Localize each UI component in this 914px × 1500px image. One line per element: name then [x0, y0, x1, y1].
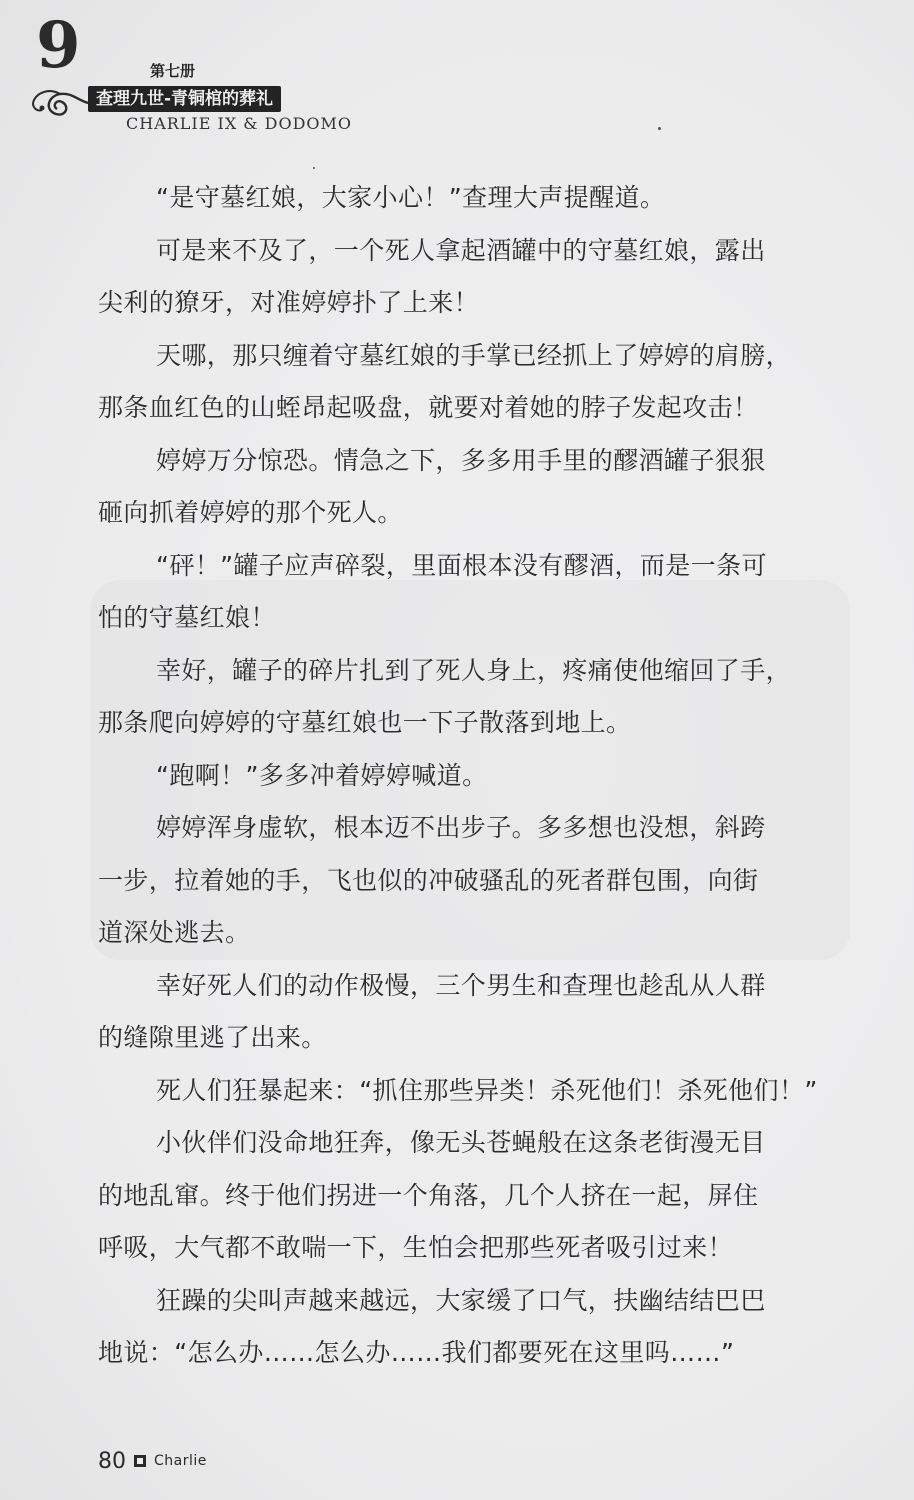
text-line: 婷婷浑身虚软，根本迈不出步子。多多想也没想，斜跨 [156, 813, 766, 842]
text-line: 狂躁的尖叫声越来越远，大家缓了口气，扶幽结结巴巴 [156, 1285, 766, 1315]
text-line: 天哪，那只缠着守墓红娘的手掌已经抓上了婷婷的肩膀， [156, 340, 792, 370]
text-line: 地说：“怎么办……怎么办……我们都要死在这里吗……” [98, 1338, 735, 1367]
page-footer [98, 1446, 207, 1476]
text-line: “是守墓红娘，大家小心！”查理大声提醒道。 [156, 183, 666, 212]
text-line: 怕的守墓红娘！ [98, 603, 276, 632]
volume-label: 第七册 [150, 62, 196, 80]
book-title-banner: 查理九世-青铜棺的葬礼 [88, 86, 281, 112]
text-line: 婷婷万分惊恐。情急之下，多多用手里的醪酒罐子狠狠 [156, 445, 766, 475]
text-line: 一步，拉着她的手，飞也似的冲破骚乱的死者群包围，向街 [98, 865, 759, 895]
text-line: “砰！”罐子应声碎裂，里面根本没有醪酒，而是一条可 [156, 550, 767, 580]
text-line: 道深处逃去。 [98, 918, 251, 947]
text-line: 可是来不及了，一个死人拿起酒罐中的守墓红娘，露出 [156, 235, 766, 265]
text-line: 小伙伴们没命地狂奔，像无头苍蝇般在这条老街漫无目 [156, 1128, 766, 1157]
text-line: 呼吸，大气都不敢喘一下，生怕会把那些死者吸引过来！ [98, 1233, 734, 1262]
text-line: 死人们狂暴起来：“抓住那些异类！杀死他们！杀死他们！” [156, 1075, 818, 1105]
text-line: 尖利的獠牙，对准婷婷扑了上来！ [98, 288, 480, 317]
text-line: 的地乱窜。终于他们拐进一个角落，几个人挤在一起，屏住 [98, 1180, 759, 1210]
text-line: 那条爬向婷婷的守墓红娘也一下子散落到地上。 [98, 708, 632, 737]
text-line: 幸好死人们的动作极慢，三个男生和查理也趁乱从人群 [156, 970, 766, 1000]
text-line: 那条血红色的山蛭昂起吸盘，就要对着她的脖子发起攻击！ [98, 393, 759, 422]
brand-name: Charlie [154, 1453, 207, 1469]
text-line: 幸好，罐子的碎片扎到了死人身上，疼痛使他缩回了手， [156, 655, 792, 685]
brand-logo-icon [134, 1455, 146, 1467]
text-line: 砸向抓着婷婷的那个死人。 [98, 498, 403, 527]
text-line: “跑啊！”多多冲着婷婷喊道。 [156, 760, 488, 790]
print-speck [313, 167, 315, 169]
text-line: 的缝隙里逃了出来。 [98, 1023, 327, 1052]
story-text [98, 172, 846, 1380]
running-header [30, 8, 353, 134]
chapter-number: 9 [36, 8, 81, 83]
print-speck [658, 127, 661, 130]
page-number: 80 [98, 1448, 126, 1474]
english-title: CHARLIE IX & DODOMO [126, 114, 353, 133]
